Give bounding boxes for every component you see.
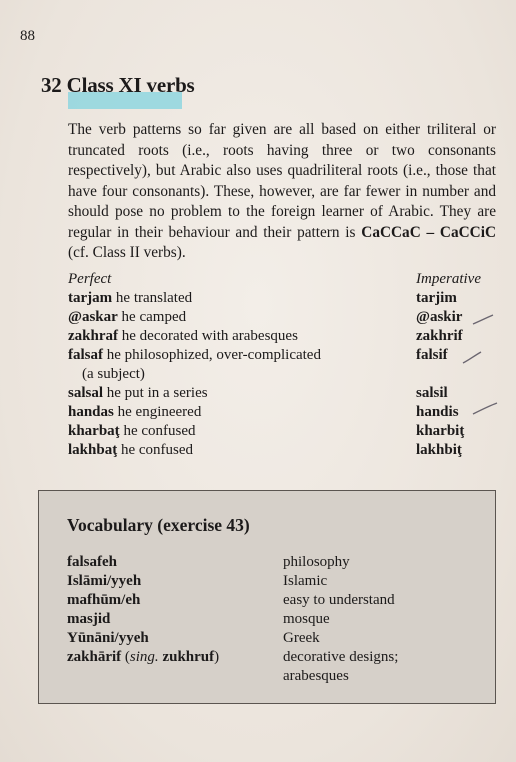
vocabulary-item <box>67 572 487 591</box>
conjugation-row <box>68 289 490 308</box>
section-title: 32 Class XI verbs <box>41 73 195 97</box>
imperative-form: falsif <box>416 347 448 363</box>
verb-meaning: he decorated with arabesques <box>118 328 298 344</box>
intro-paragraph <box>68 120 496 264</box>
imperative-form: lakhbiţ <box>416 442 462 458</box>
conjugation-header <box>68 270 490 289</box>
intro-text-after: (cf. Class II verbs). <box>68 244 186 261</box>
pencil-tick-mark <box>472 402 498 416</box>
vocabulary-term: mafhūm/eh <box>67 592 141 608</box>
perfect-form <box>82 365 145 384</box>
vocabulary-item <box>67 629 487 648</box>
vocabulary-gloss: mosque <box>283 611 330 627</box>
verb: kharbaţ <box>68 423 120 439</box>
imperative-form: handis <box>416 404 459 420</box>
intro-pattern: CaCCaC – CaCCiC <box>361 223 496 241</box>
vocabulary-term: masjid <box>67 611 111 627</box>
perfect-form <box>68 289 192 308</box>
conjugation-row <box>68 327 490 346</box>
conjugation-row <box>68 422 490 441</box>
perfect-form <box>68 441 193 460</box>
note-term: zukhruf <box>158 649 215 665</box>
verb-meaning: he confused <box>117 442 194 458</box>
header-perfect: Perfect <box>68 271 112 287</box>
verb-meaning: he philosophized, over-complicated <box>103 347 321 363</box>
verb-meaning: (a subject) <box>82 366 145 382</box>
conjugation-row <box>68 403 490 422</box>
header-imperative: Imperative <box>416 271 481 287</box>
imperative-form: @askir <box>416 309 463 325</box>
verb: falsaf <box>68 347 103 363</box>
imperative-form: kharbiţ <box>416 423 465 439</box>
vocabulary-gloss: Greek <box>283 630 320 646</box>
vocabulary-item <box>67 553 487 572</box>
verb: tarjam <box>68 290 113 306</box>
conjugation-row <box>68 308 490 327</box>
vocabulary-list <box>67 553 487 686</box>
vocabulary-term: zakhārif <box>67 649 122 665</box>
imperative-form: salsil <box>416 385 448 401</box>
note-open: ( <box>121 649 130 665</box>
conjugation-row <box>68 384 490 403</box>
vocabulary-gloss: easy to understand <box>283 592 395 608</box>
verb-meaning: he put in a series <box>103 385 208 401</box>
pencil-tick-mark <box>472 314 494 326</box>
vocabulary-item <box>67 610 487 629</box>
vocabulary-term-with-note <box>67 648 283 686</box>
perfect-form <box>68 327 298 346</box>
verb-meaning: he engineered <box>113 404 202 420</box>
vocabulary-term: Yūnāni/yyeh <box>67 630 149 646</box>
vocabulary-term: Islāmi/yyeh <box>67 573 142 589</box>
vocabulary-box <box>38 490 496 704</box>
vocabulary-gloss: philosophy <box>283 554 350 570</box>
conjugation-row <box>68 346 490 365</box>
conjugation-table <box>68 270 490 460</box>
vocabulary-item <box>67 591 487 610</box>
verb-meaning: he confused <box>119 423 196 439</box>
verb: zakhraf <box>68 328 118 344</box>
verb: @askar <box>68 309 118 325</box>
verb: handas <box>68 404 114 420</box>
perfect-form <box>68 422 196 441</box>
verb-meaning: he camped <box>117 309 187 325</box>
vocabulary-title: Vocabulary (exercise 43) <box>67 515 250 535</box>
imperative-form: tarjim <box>416 290 457 306</box>
vocabulary-item <box>67 648 487 686</box>
pencil-tick-mark <box>462 351 482 365</box>
imperative-form: zakhrif <box>416 328 463 344</box>
note-close: ) <box>214 649 220 665</box>
perfect-form <box>68 346 321 365</box>
imperative-form <box>416 365 490 384</box>
verb-meaning: he translated <box>112 290 193 306</box>
conjugation-row <box>68 441 490 460</box>
note-italic: sing. <box>129 649 159 665</box>
perfect-form <box>68 384 208 403</box>
intro-text-before: The verb patterns so far given are all based on either triliteral or truncated roots (i.e., roots having three or two consonants respectively), but Arabic also uses quadriliteral roots (i.e., those that have four consonants). These, however, are far fewer in number and should pose no problem to the foreign learner of Arabic. They are regular in their behaviour and their pattern is <box>68 121 496 241</box>
conjugation-row-continuation <box>68 365 490 384</box>
perfect-form <box>68 403 201 422</box>
vocabulary-gloss: decorative designs; arabesques <box>283 649 399 684</box>
vocabulary-term: falsafeh <box>67 554 117 570</box>
vocabulary-gloss: Islamic <box>283 573 328 589</box>
verb: lakhbaţ <box>68 442 118 458</box>
page-number: 88 <box>20 28 35 44</box>
singular-note <box>121 649 219 665</box>
perfect-form <box>68 308 186 327</box>
verb: salsal <box>68 385 104 401</box>
